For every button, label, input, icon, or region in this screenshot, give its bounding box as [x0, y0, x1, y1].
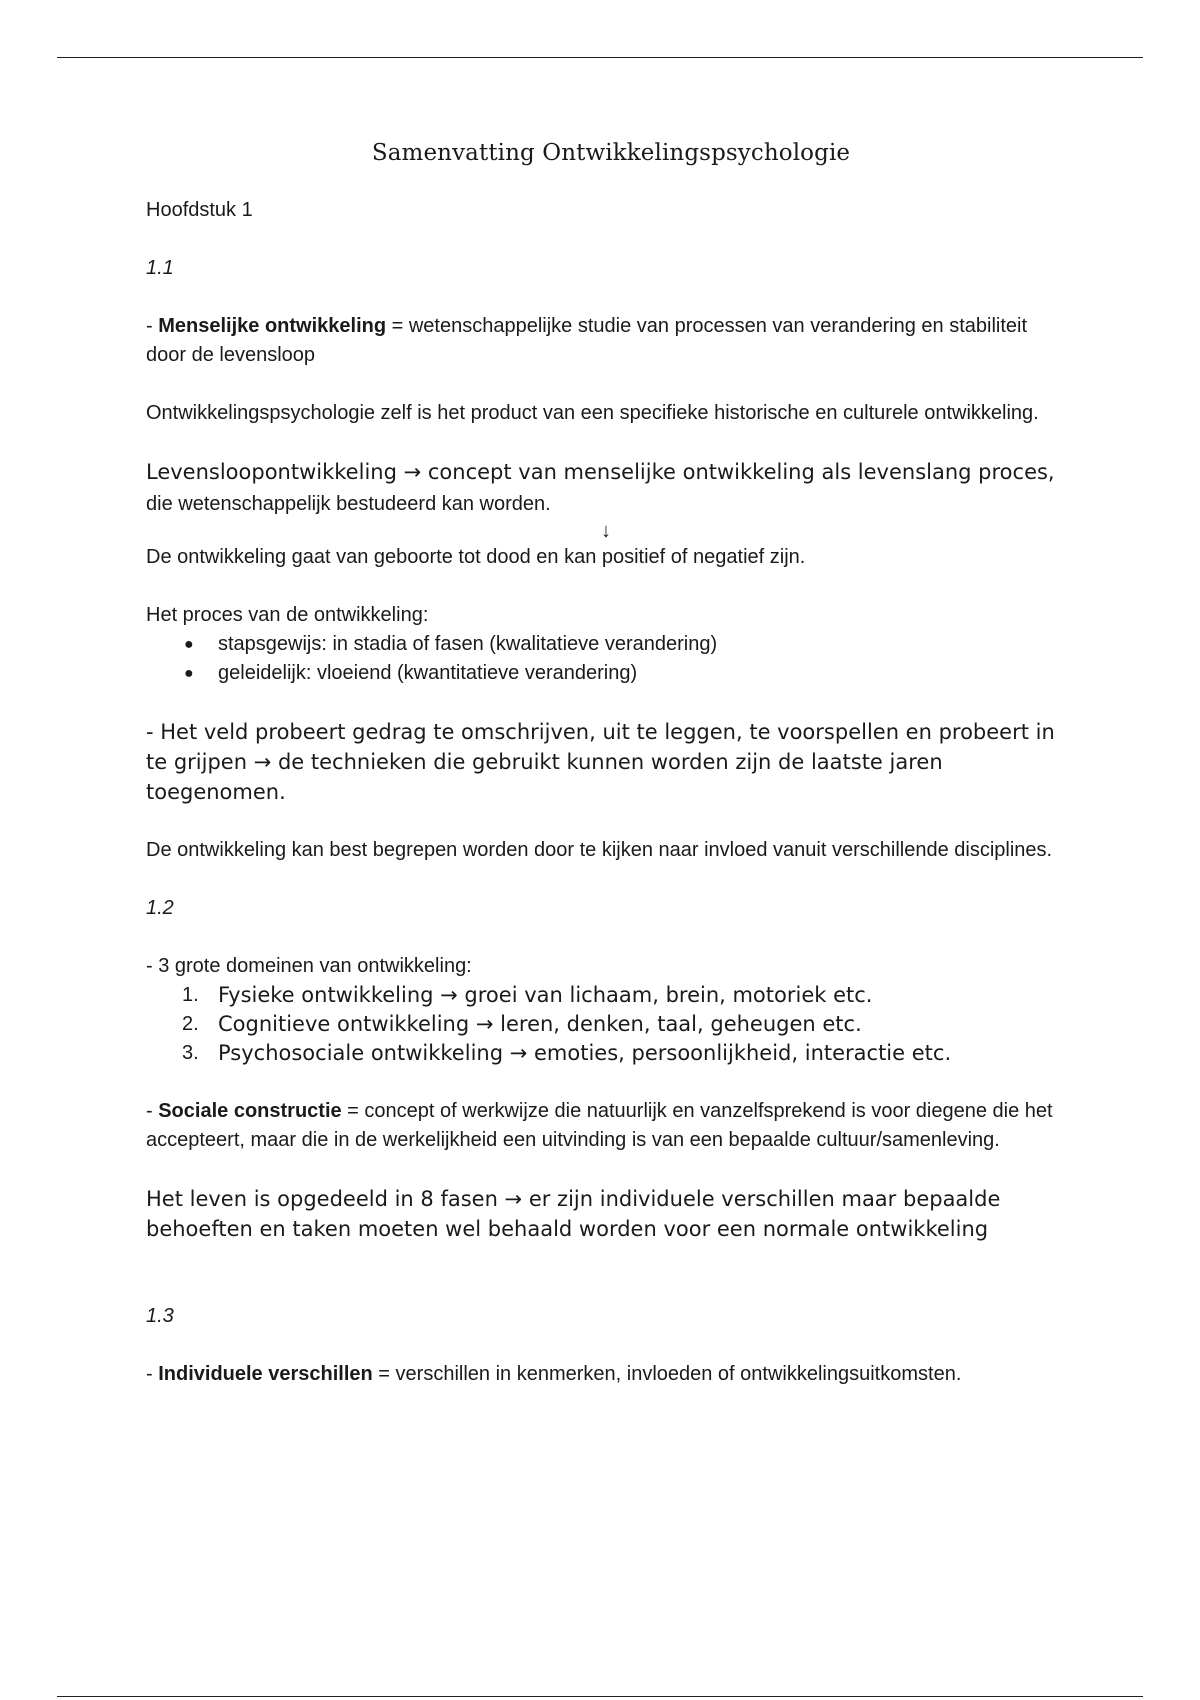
list-item-text: geleidelijk: vloeiend (kwantitatieve verandering) — [218, 662, 638, 684]
list-item-text: Fysieke ontwikkeling → groei van lichaam, brein, motoriek etc. — [218, 983, 873, 1007]
list-item-text: stapsgewijs: in stadia of fasen (kwalitatieve verandering) — [218, 633, 718, 655]
definition-term: Sociale constructie — [158, 1100, 342, 1122]
definition-menselijke-ontwikkeling — [146, 312, 1066, 370]
down-arrow-icon: ↓ — [601, 520, 611, 542]
list-item — [146, 630, 1066, 659]
definition-text: = wetenschappelijke studie van processen van verandering en stabiliteit door de levensloop — [146, 315, 1028, 366]
definition-sociale-constructie — [146, 1097, 1066, 1155]
list-number: 2. — [182, 1013, 199, 1035]
paragraph-levensloopontwikkeling — [146, 457, 1066, 519]
list-number: 3. — [182, 1042, 199, 1064]
definition-text: = verschillen in kenmerken, invloeden of ontwikkelingsuitkomsten. — [372, 1363, 962, 1385]
domains-numbered-list — [146, 981, 1066, 1068]
definition-term: Menselijke ontwikkeling — [158, 315, 387, 337]
process-intro: Het proces van de ontwikkeling: — [146, 604, 429, 626]
paragraph-8-fasen: Het leven is opgedeeld in 8 fasen → er zijn individuele verschillen maar bepaalde behoeften en taken moeten wel behaald worden voor een normale ontwikkeling — [146, 1187, 1001, 1241]
list-item — [146, 1039, 1066, 1068]
list-number: 1. — [182, 984, 199, 1006]
list-item — [146, 1010, 1066, 1039]
list-item-text: Psychosociale ontwikkeling → emoties, persoonlijkheid, interactie etc. — [218, 1041, 952, 1065]
top-rule — [57, 57, 1143, 58]
list-item — [146, 659, 1066, 688]
paragraph-veld-gedrag: - Het veld probeert gedrag te omschrijven, uit te leggen, te voorspellen en probeert in te grijpen → de technieken die gebruikt kunnen worden zijn de laatste jaren toegenomen. — [146, 720, 1055, 804]
domains-intro: - 3 grote domeinen van ontwikkeling: — [146, 955, 472, 977]
document-page — [146, 140, 1066, 1389]
definition-text: = concept of werkwijze die natuurlijk en vanzelfsprekend is voor diegene die het accepteert, maar die in de werkelijkheid een uitvinding is van een bepaalde cultuur/samenleving. — [146, 1100, 1053, 1151]
chapter-heading: Hoofdstuk 1 — [146, 199, 253, 221]
levensloop-small-text: die wetenschappelijk bestudeerd kan worden. — [146, 493, 551, 515]
definition-term: Individuele verschillen — [158, 1363, 373, 1385]
bottom-rule — [57, 1696, 1143, 1697]
list-item — [146, 981, 1066, 1010]
paragraph-disciplines: De ontwikkeling kan best begrepen worden door te kijken naar invloed vanuit verschillende disciplines. — [146, 839, 1053, 861]
bullet-icon: ● — [184, 665, 194, 682]
process-bullet-list — [146, 630, 1066, 688]
section-heading-1-3: 1.3 — [146, 1305, 174, 1327]
definition-prefix: - — [146, 1363, 159, 1385]
levensloop-big-text: Levensloopontwikkeling → concept van menselijke ontwikkeling als levenslang proces, — [146, 460, 1055, 484]
definition-individuele-verschillen — [146, 1360, 1066, 1389]
paragraph-geboorte-tot-dood: De ontwikkeling gaat van geboorte tot dood en kan positief of negatief zijn. — [146, 546, 806, 568]
definition-prefix: - — [146, 315, 159, 337]
section-heading-1-1: 1.1 — [146, 257, 174, 279]
bullet-icon: ● — [184, 636, 194, 653]
document-title: Samenvatting Ontwikkelingspsychologie — [371, 140, 851, 166]
definition-prefix: - — [146, 1100, 159, 1122]
paragraph-historische-ontwikkeling: Ontwikkelingspsychologie zelf is het product van een specifieke historische en culturele ontwikkeling. — [146, 402, 1039, 424]
section-heading-1-2: 1.2 — [146, 897, 174, 919]
list-item-text: Cognitieve ontwikkeling → leren, denken, taal, geheugen etc. — [218, 1012, 862, 1036]
